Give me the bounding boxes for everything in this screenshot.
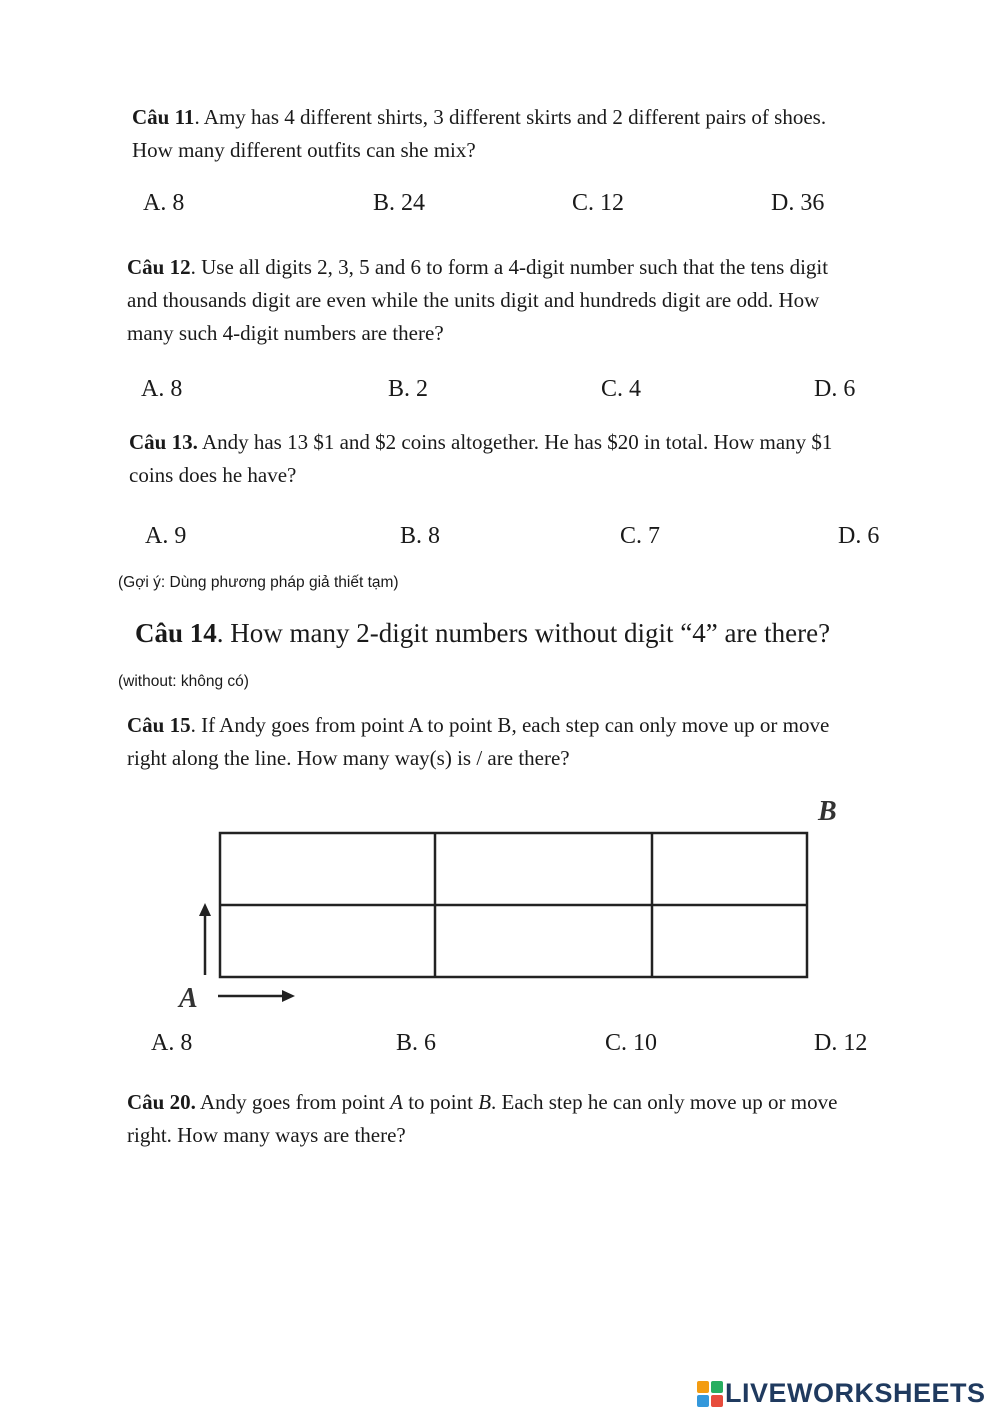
- up-arrow-icon: [199, 903, 211, 975]
- question-11-line-2: How many different outfits can she mix?: [132, 138, 476, 162]
- q20-point-b: B: [478, 1090, 492, 1114]
- q14-hint: (without: không có): [118, 673, 249, 690]
- question-12-line-3: many such 4-digit numbers are there?: [127, 321, 444, 345]
- question-15-line-2: right along the line. How many way(s) is / are there?: [127, 746, 570, 770]
- question-14-label: Câu 14: [135, 618, 217, 648]
- q13-option-a[interactable]: A. 9: [145, 523, 187, 549]
- question-20: [127, 1086, 837, 1152]
- question-12-line-1: Câu 12. Use all digits 2, 3, 5 and 6 to form a 4-digit number such that the tens digit: [127, 255, 829, 279]
- question-13-line-1: Câu 13. Andy has 13 $1 and $2 coins altogether. He has $20 in total. How many $1: [129, 430, 833, 454]
- logo-tile-3: [697, 1395, 709, 1407]
- q13-option-c[interactable]: C. 7: [620, 523, 661, 549]
- logo-tile-4: [711, 1395, 723, 1407]
- q12-option-a[interactable]: A. 8: [141, 376, 183, 402]
- question-20-label: Câu 20.: [127, 1090, 196, 1114]
- question-20-line-1: Câu 20. Andy goes from point A to point B. Each step he can only move up or move: [127, 1090, 838, 1114]
- question-15-line-1: Câu 15. If Andy goes from point A to point B, each step can only move up or move: [127, 713, 830, 737]
- question-12-line-2: and thousands digit are even while the units digit and hundreds digit are odd. How: [127, 288, 820, 312]
- question-12-label: Câu 12: [127, 255, 191, 279]
- q15-option-d[interactable]: D. 12: [814, 1030, 868, 1056]
- q12-option-c[interactable]: C. 4: [601, 376, 642, 402]
- q15-option-b[interactable]: B. 6: [396, 1030, 437, 1056]
- q13-option-b[interactable]: B. 8: [400, 523, 441, 549]
- question-13-label: Câu 13.: [129, 430, 198, 454]
- right-arrow-icon: [218, 990, 295, 1002]
- q12-option-b[interactable]: B. 2: [388, 376, 429, 402]
- q11-option-c[interactable]: C. 12: [572, 190, 625, 216]
- question-14: Câu 14. How many 2-digit numbers without digit “4” are there?: [135, 618, 831, 648]
- q20-point-a: A: [390, 1090, 403, 1114]
- q11-option-a[interactable]: A. 8: [143, 190, 185, 216]
- question-11-line-1: Câu 11. Amy has 4 different shirts, 3 different skirts and 2 different pairs of shoes.: [132, 105, 827, 129]
- q11-option-d[interactable]: D. 36: [771, 190, 825, 216]
- liveworksheets-logo: [697, 1378, 992, 1410]
- liveworksheets-brand: LIVEWORKSHEETS: [725, 1378, 986, 1408]
- logo-tile-2: [711, 1381, 723, 1393]
- logo-tile-1: [697, 1381, 709, 1393]
- point-a-label: A: [179, 983, 198, 1014]
- question-15-label: Câu 15: [127, 713, 191, 737]
- q11-option-b[interactable]: B. 24: [373, 190, 426, 216]
- question-20-line-2: right. How many ways are there?: [127, 1123, 406, 1147]
- q13-option-d[interactable]: D. 6: [838, 523, 880, 549]
- q12-option-d[interactable]: D. 6: [814, 376, 856, 402]
- question-11-label: Câu 11: [132, 105, 195, 129]
- point-b-label: B: [818, 796, 837, 827]
- q15-option-a[interactable]: A. 8: [151, 1030, 193, 1056]
- q15-option-c[interactable]: C. 10: [605, 1030, 658, 1056]
- q13-hint: (Gợi ý: Dùng phương pháp giả thiết tạm): [118, 574, 399, 591]
- liveworksheets-logo-icon: [697, 1381, 723, 1407]
- question-13-line-2: coins does he have?: [129, 463, 297, 487]
